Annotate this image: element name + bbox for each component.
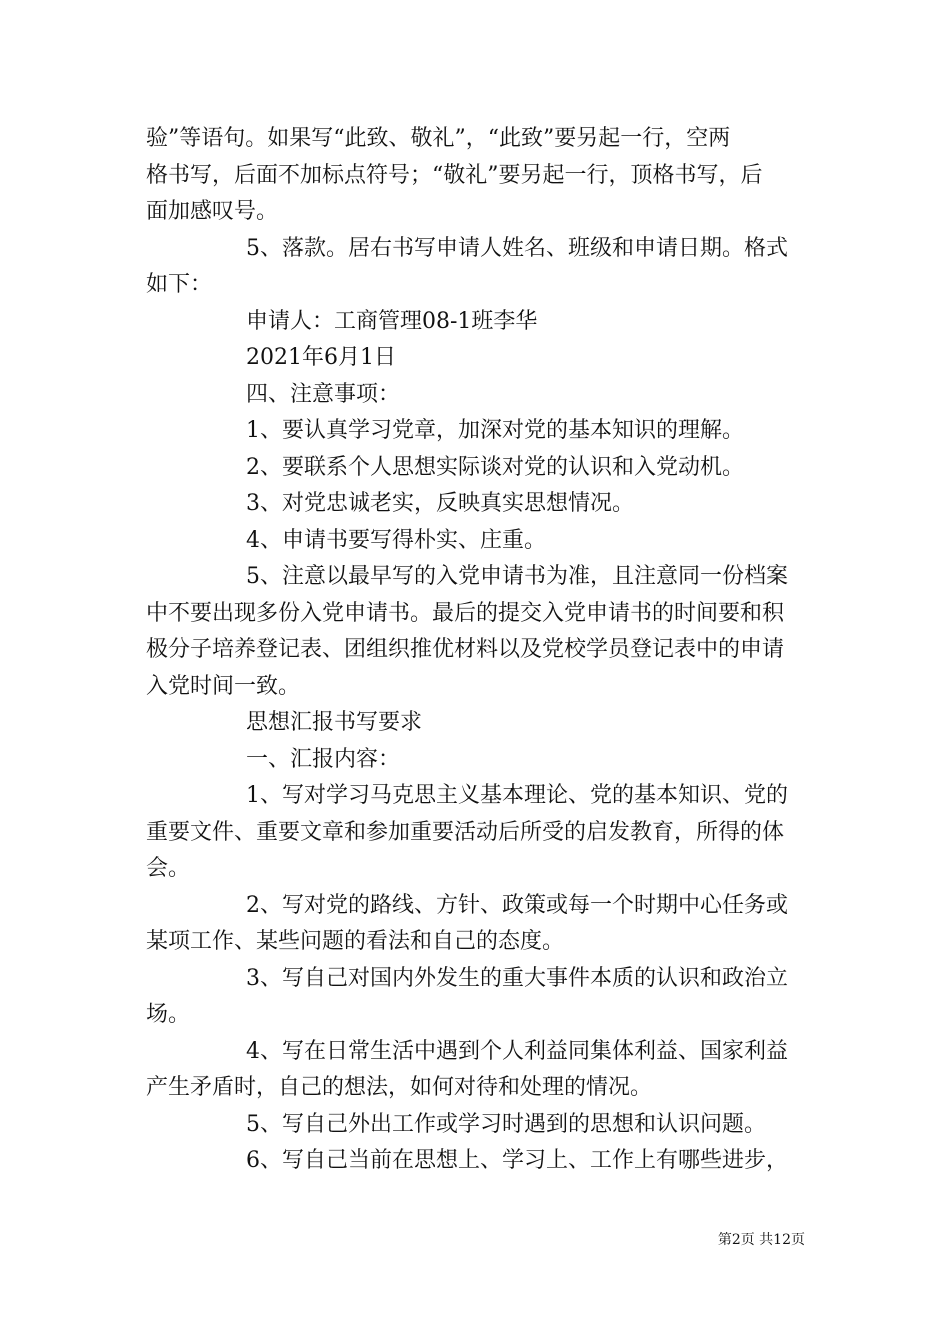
section-heading: 一、汇报内容：	[246, 747, 401, 772]
date-line: 2021年6月1日	[246, 345, 396, 370]
section-title: 思想汇报书写要求	[246, 710, 423, 735]
body-text-line: 产生矛盾时，自己的想法，如何对待和处理的情况。	[146, 1075, 653, 1100]
body-text-line: 入党时间一致。	[146, 674, 301, 699]
body-text-line: 格书写，后面不加标点符号；“敬礼”要另起一行，顶格书写，后	[146, 163, 763, 188]
body-text-line: 重要文件、重要文章和参加重要活动后所受的启发教育，所得的体	[146, 820, 785, 845]
body-text-line: 6、写自己当前在思想上、学习上、工作上有哪些进步，	[246, 1148, 788, 1173]
body-text-line: 验”等语句。如果写“此致、敬礼”，“此致”要另起一行，空两	[146, 126, 731, 151]
body-text-line: 2、要联系个人思想实际谈对党的认识和入党动机。	[246, 455, 744, 480]
body-text-line: 某项工作、某些问题的看法和自己的态度。	[146, 929, 565, 954]
body-text-line: 1、写对学习马克思主义基本理论、党的基本知识、党的	[246, 783, 788, 808]
body-text-line: 会。	[146, 856, 191, 881]
body-text-line: 1、要认真学习党章，加深对党的基本知识的理解。	[246, 418, 744, 443]
body-text-line: 极分子培养登记表、团组织推优材料以及党校学员登记表中的申请	[146, 637, 785, 662]
body-text-line: 面加感叹号。	[146, 199, 279, 224]
body-text-line: 2、写对党的路线、方针、政策或每一个时期中心任务或	[246, 893, 788, 918]
body-text-line: 5、落款。居右书写申请人姓名、班级和申请日期。格式	[246, 236, 788, 261]
body-text-line: 5、写自己外出工作或学习时遇到的思想和认识问题。	[246, 1112, 766, 1137]
body-text-line: 5、注意以最早写的入党申请书为准，且注意同一份档案	[246, 564, 788, 589]
body-text-line: 4、写在日常生活中遇到个人利益同集体利益、国家利益	[246, 1039, 788, 1064]
body-text-line: 如下：	[146, 272, 213, 297]
body-text-line: 场。	[146, 1002, 191, 1027]
body-text-line: 3、写自己对国内外发生的重大事件本质的认识和政治立	[246, 966, 788, 991]
body-text-line: 3、对党忠诚老实，反映真实思想情况。	[246, 491, 634, 516]
section-heading: 四、注意事项：	[246, 382, 401, 407]
body-text-line: 中不要出现多份入党申请书。最后的提交入党申请书的时间要和积	[146, 601, 785, 626]
applicant-line: 申请人：工商管理08-1班李华	[246, 309, 538, 334]
page-number-footer: 第2页 共12页	[717, 1232, 805, 1248]
body-text-line: 4、申请书要写得朴实、庄重。	[246, 528, 546, 553]
